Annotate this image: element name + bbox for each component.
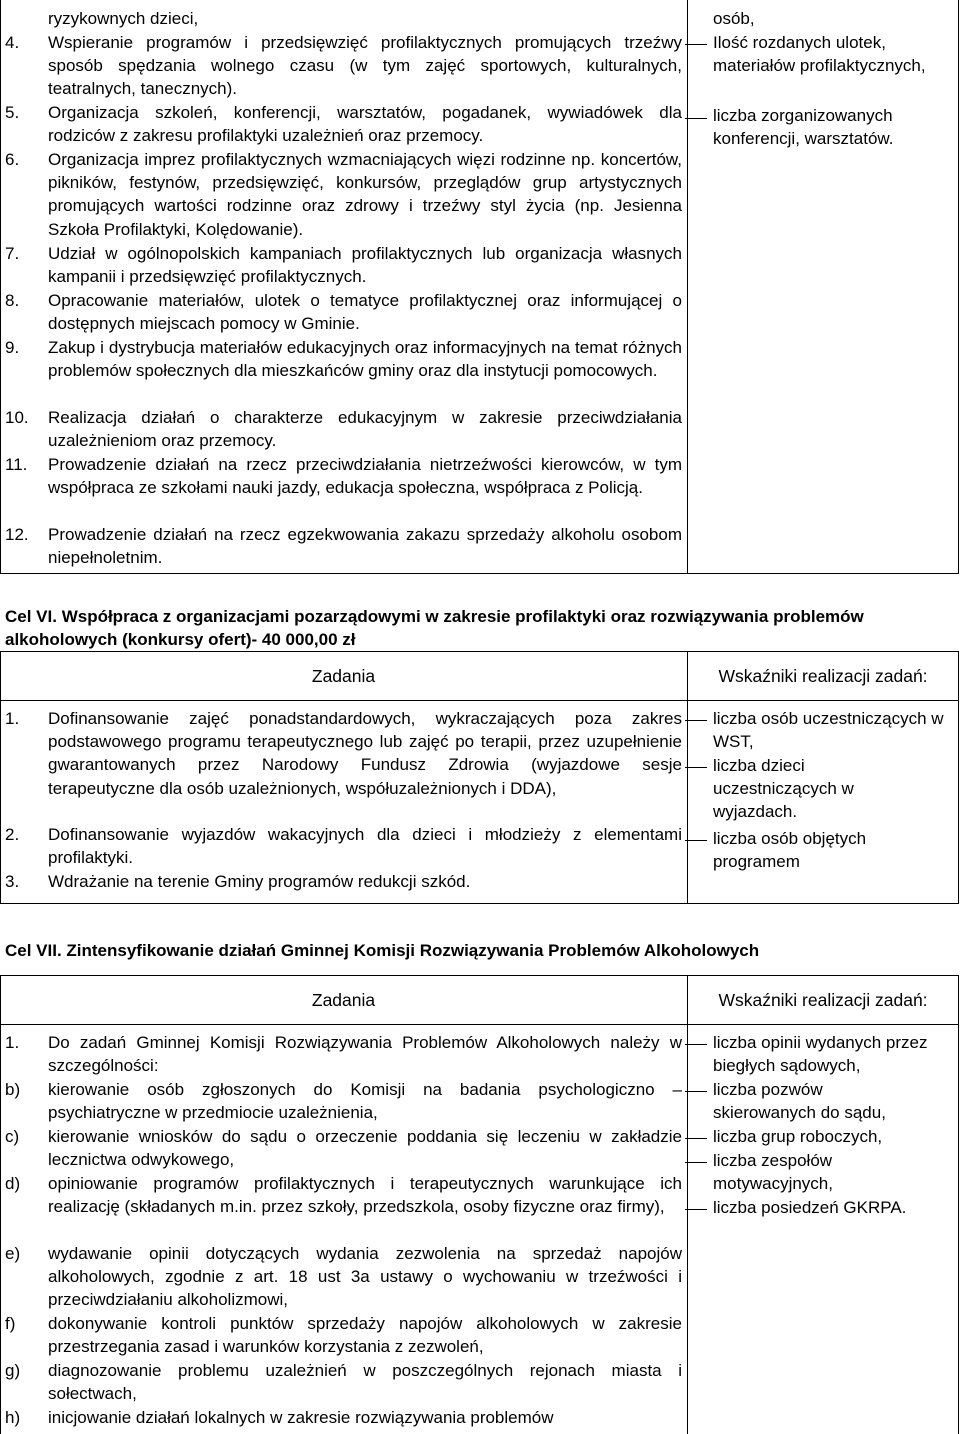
dash-bullet [685, 1044, 707, 1045]
indicator-item: liczba pozwów skierowanych do sądu, [713, 1080, 886, 1123]
table-border-right [958, 0, 959, 574]
table-bottom-border [0, 903, 959, 904]
indicator-item: liczba osób uczestniczących w WST, [713, 709, 944, 752]
dash-bullet [685, 1091, 707, 1092]
dash-bullet [685, 118, 707, 119]
indicator-continuation: osób, [713, 9, 755, 28]
indicator-item: liczba zorganizowanych konferencji, warsztatów. [713, 106, 894, 149]
table-bottom-border [0, 573, 959, 574]
section-heading-cel-6: Cel VI. Współpraca z organizacjami pozarządowymi w zakresie profilaktyki oraz rozwiązywania problemów alkoholowych (konkursy ofert)- 40 000,00 zł [5, 607, 864, 649]
continuation-text: ryzykownych dzieci, [48, 9, 199, 28]
indicator-item: liczba dzieci uczestniczących w wyjazdach. [713, 756, 854, 822]
document-page: ryzykownych dzieci, 4. Wspieranie programów i przedsięwzięć profilaktycznych promujących trzeźwy sposób spędzania wolnego czasu (w tym zajęć sportowych, kulturalnych, teatralnych, tanecznych). 5. Organizacja szkoleń, konferencji, warsztatów, pogadanek, wywiadówek dla rodziców z zakresu profilaktyki uzależnień oraz przemocy. 6. Organizacja imprez profilaktycznych wzmacniających więzi rodzinne np. koncertów, pikników, festynów, przedsięwzięć, konkursów, przeglądów grup artystycznych promujących wartości rodzinne oraz zdrowy i trzeźwy styl życia (np. Jesienna Szkoła Profilaktyki, Kolędowanie). 7. Udział w ogólnopolskich kampaniach profilaktycznych lub organizacja własnych kampanii i przedsięwzięć profilaktycznych. 8. Opracowanie materiałów, ulotek o tematyce profilaktycznej oraz informującej o dostępnych miejscach pomocy w Gminie. 9. Zakup i dystrybucja materiałów edukacyjnych oraz informacyjnych na temat różnych problemów społecznych dla mieszkańców gminy oraz dla instytucji pomocowych. 10. Realizacja działań o charakterze edukacyjnym w zakresie przeciwdziałania uzależnieniom oraz przemocy. 11. Prowadzenie działań na rzecz przeciwdziałania nietrzeźwości kierowców, w tym współpraca ze szkołami nauki jazdy, edukacja społeczna, współpraca z Policją. 12. Prowadzenie działań na rzecz egzekwowania zakazu sprzedaży alkoholu osobom niepełnoletnim. osób, Ilość rozdanych ulotek, materiałów profilaktycznych, liczba zorganizowanych konferencji, warsztatów. Cel VI. Współpraca z organizacjami pozarządowymi w zakresie profilaktyki oraz rozwiązywania problemów alkoholowych (konkursy ofert)- 40 000,00 zł Zadania Wskaźniki realizacji zadań: 1. Dofinansowanie zajęć ponadstandardowych, wykraczających poza zakres podstawowego programu terapeutycznego lub zajęć po terapii, przez uzupełnienie gwarantowanych przez Narodowy Fundusz Zdrowia (wyjazdowe sesje terapeutyczne dla osób uzależnionych, współuzależnionych i DDA), 2. Dofinansowanie wyjazdów wakacyjnych dla dzieci i młodzieży z elementami profilaktyki. 3. Wdrażanie na terenie Gminy programów redukcji szkód. liczba osób uczestniczących w WST, liczba dzieci uczestniczących w wyjazdach. liczba osób objętych programem Cel VII. Zintensyfikowanie działań Gminnej Komisji Rozwiązywania Problemów Alkoholowych Zadania Wskaźniki realizacji zadań: 1. Do zadań Gminnej Komisji Rozwiązywania Problemów Alkoholowych należy w szczególności: b) kierowanie osób zgłoszonych do Komisji na badania psychologiczno – psychiatryczne w przedmiocie uzależnienia, c) kierowanie wniosków do sądu o orzeczenie poddania się leczeniu w zakładzie lecznictwa odwykowego, d) opiniowanie programów profilaktycznych i terapeutycznych warunkujące ich realizację (składanych m.in. przez szkoły, przedszkola, osoby fizyczne oraz firmy), e) wydawanie opinii dotyczących wydania zezwolenia na sprzedaż napojów alkoholowych, zgodnie z art. 18 ust 3a ustawy o wychowaniu w trzeźwości i przeciwdziałaniu alkoholizmowi, f) dokonywanie kontroli punktów sprzedaży napojów alkoholowych w zakresie przestrzegania zasad i warunków korzystania z zezwoleń, g) diagnozowanie problemu uzależnień w poszczególnych rejonach miasta i sołectwach, h) inicjowanie działań lokalnych w zakresie rozwiązywania problemów liczba opinii wydanych przez biegłych sądowych, liczba pozwów skierowanych do sądu, liczba grup roboczych, liczba zespołów motywacyjnych, liczba posiedzeń GKRPA. [0, 0, 960, 1434]
table-top-border [0, 651, 959, 652]
dash-bullet [685, 767, 707, 768]
table-top-border [0, 975, 959, 976]
column-header-indicators: Wskaźniki realizacji zadań: [718, 666, 928, 686]
table-divider [687, 0, 688, 574]
column-header-tasks: Zadania [311, 666, 376, 686]
table-header-divider [0, 700, 959, 701]
dash-bullet [685, 1209, 707, 1210]
indicator-item: liczba zespołów motywacyjnych, [713, 1151, 833, 1194]
column-header-indicators: Wskaźniki realizacji zadań: [718, 990, 928, 1010]
table-border-right [958, 651, 959, 904]
table-border-left [0, 0, 1, 574]
indicator-item: liczba opinii wydanych przez biegłych sądowych, [713, 1033, 928, 1076]
column-header-tasks: Zadania [311, 990, 376, 1010]
indicator-item: liczba osób objętych programem [713, 829, 867, 872]
section-heading-cel-7: Cel VII. Zintensyfikowanie działań Gminnej Komisji Rozwiązywania Problemów Alkoholowych [5, 941, 760, 960]
dash-bullet [685, 44, 707, 45]
dash-bullet [685, 1138, 707, 1139]
dash-bullet [685, 720, 707, 721]
table-border-left [0, 975, 1, 1434]
table-border-left [0, 651, 1, 904]
indicator-item: Ilość rozdanych ulotek, materiałów profilaktycznych, [713, 33, 926, 76]
table-border-right [958, 975, 959, 1434]
indicator-item: liczba grup roboczych, [713, 1127, 883, 1146]
table-header-divider [0, 1024, 959, 1025]
table-divider [687, 651, 688, 904]
indicator-item: liczba posiedzeń GKRPA. [713, 1198, 907, 1217]
dash-bullet [685, 840, 707, 841]
dash-bullet [685, 1162, 707, 1163]
